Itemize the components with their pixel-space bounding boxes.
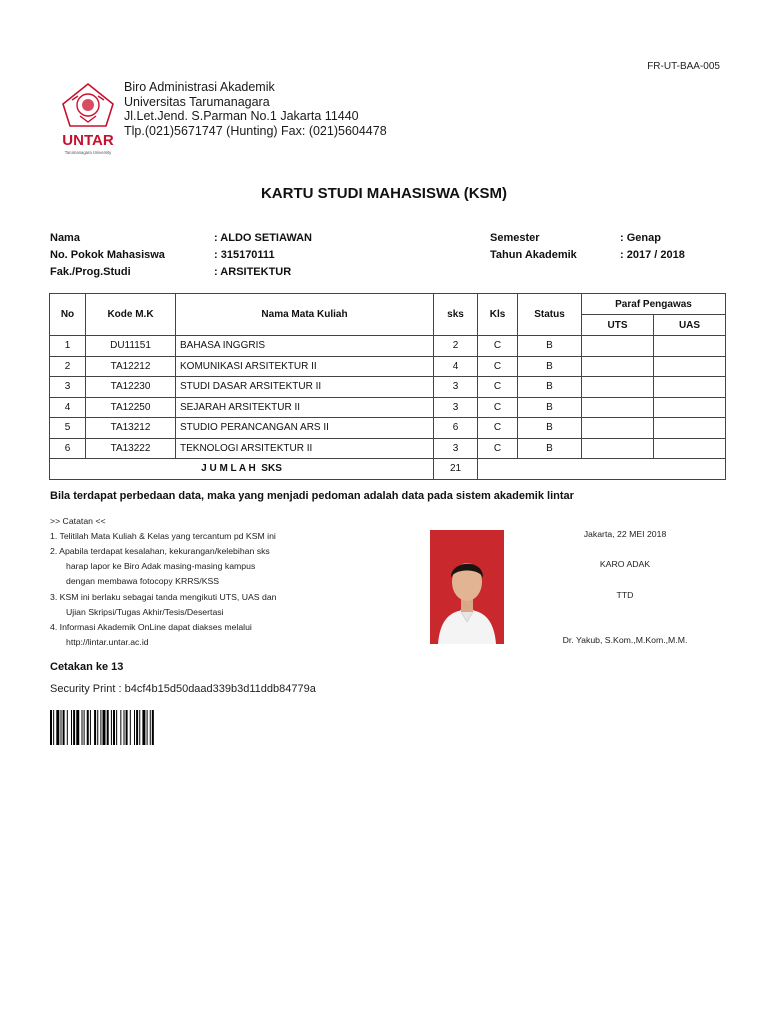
cell-course-name: KOMUNIKASI ARSITEKTUR II (176, 356, 434, 377)
header-supervisor-initials: Paraf Pengawas (582, 294, 726, 315)
signature-position: KARO ADAK (599, 559, 651, 569)
header-class: Kls (478, 294, 518, 336)
cell-course-name: STUDI DASAR ARSITEKTUR II (176, 377, 434, 398)
cell-course-name: BAHASA INGGRIS (176, 336, 434, 357)
note-line: Ujian Skripsi/Tugas Akhir/Tesis/Desertasi (66, 607, 224, 617)
institution-header (124, 80, 387, 138)
signature-ttd: TTD (616, 590, 634, 600)
name-value: : ALDO SETIAWAN (214, 232, 312, 244)
cell-class: C (478, 418, 518, 439)
cell-code: TA12250 (86, 397, 176, 418)
cell-code: TA12212 (86, 356, 176, 377)
data-discrepancy-note: Bila terdapat perbedaan data, maka yang menjadi pedoman adalah data pada sistem akademik lintar (50, 490, 574, 502)
note-line: 3. KSM ini berlaku sebagai tanda mengikuti UTS, UAS dan (50, 592, 277, 602)
form-code: FR-UT-BAA-005 (647, 61, 720, 72)
total-label: J U M L A H SKS (50, 459, 434, 480)
total-sks: 21 (434, 459, 478, 480)
cell-no: 1 (50, 336, 86, 357)
program-label: Fak./Prog.Studi (50, 266, 131, 278)
nim-label: No. Pokok Mahasiswa (50, 249, 165, 261)
page-title: KARTU STUDI MAHASISWA (KSM) (260, 185, 508, 202)
table-row (50, 377, 726, 398)
cell-uas (654, 438, 726, 459)
cell-code: TA13222 (86, 438, 176, 459)
total-blank (478, 459, 726, 480)
cell-code: DU11151 (86, 336, 176, 357)
note-line: dengan membawa fotocopy KRRS/KSS (66, 576, 220, 586)
cell-sks: 6 (434, 418, 478, 439)
note-line: 2. Apabila terdapat kesalahan, kekurangan/kelebihan sks (50, 546, 270, 556)
note-line: 4. Informasi Akademik OnLine dapat diakses melalui (50, 622, 252, 632)
cell-class: C (478, 438, 518, 459)
header-course-code: Kode M.K (86, 294, 176, 336)
header-sks: sks (434, 294, 478, 336)
cell-uts (582, 418, 654, 439)
svg-text:Tarumanagara University: Tarumanagara University (64, 150, 112, 155)
semester-value: : Genap (620, 232, 661, 244)
barcode-icon (50, 710, 212, 745)
note-line: harap lapor ke Biro Adak masing-masing kampus (66, 561, 256, 571)
cell-status: B (518, 438, 582, 459)
header-uts: UTS (582, 315, 654, 336)
cell-status: B (518, 336, 582, 357)
institution-line: Jl.Let.Jend. S.Parman No.1 Jakarta 11440 (124, 109, 359, 124)
print-count: Cetakan ke 13 (50, 661, 124, 673)
header-no: No (50, 294, 86, 336)
cell-uts (582, 397, 654, 418)
note-line: http://lintar.untar.ac.id (66, 637, 149, 647)
student-photo (430, 530, 504, 644)
header-uas: UAS (654, 315, 726, 336)
total-row (50, 459, 726, 480)
cell-sks: 3 (434, 438, 478, 459)
institution-line: Biro Administrasi Akademik (124, 80, 275, 94)
cell-sks: 3 (434, 377, 478, 398)
notes-header: >> Catatan << (50, 516, 106, 526)
note-line: 1. Telitilah Mata Kuliah & Kelas yang tercantum pd KSM ini (50, 531, 276, 541)
svg-text:UNTAR: UNTAR (62, 132, 114, 149)
academic-year-label: Tahun Akademik (490, 249, 577, 261)
table-row (50, 438, 726, 459)
course-table (49, 293, 726, 480)
cell-uas (654, 336, 726, 357)
cell-status: B (518, 356, 582, 377)
table-row (50, 356, 726, 377)
cell-uts (582, 356, 654, 377)
untar-logo (58, 82, 118, 158)
cell-code: TA13212 (86, 418, 176, 439)
table-row (50, 418, 726, 439)
semester-label: Semester (490, 232, 540, 244)
cell-status: B (518, 377, 582, 398)
cell-code: TA12230 (86, 377, 176, 398)
signatory-name: Dr. Yakub, S.Kom.,M.Kom.,M.M. (562, 635, 688, 645)
cell-uts (582, 438, 654, 459)
cell-class: C (478, 377, 518, 398)
header-course-name: Nama Mata Kuliah (176, 294, 434, 336)
cell-sks: 2 (434, 336, 478, 357)
cell-uts (582, 377, 654, 398)
name-label: Nama (50, 232, 80, 244)
header-status: Status (518, 294, 582, 336)
cell-no: 4 (50, 397, 86, 418)
cell-course-name: SEJARAH ARSITEKTUR II (176, 397, 434, 418)
table-row (50, 397, 726, 418)
academic-year-value: : 2017 / 2018 (620, 249, 685, 261)
cell-uas (654, 418, 726, 439)
cell-no: 3 (50, 377, 86, 398)
cell-uas (654, 397, 726, 418)
table-row (50, 336, 726, 357)
cell-no: 6 (50, 438, 86, 459)
cell-uts (582, 336, 654, 357)
cell-sks: 4 (434, 356, 478, 377)
signature-place-date: Jakarta, 22 MEI 2018 (583, 529, 667, 539)
program-value: : ARSITEKTUR (214, 266, 292, 278)
cell-uas (654, 356, 726, 377)
security-print: Security Print : b4cf4b15d50daad339b3d11ddb84779a (50, 683, 316, 695)
institution-line: Tlp.(021)5671747 (Hunting) Fax: (021)5604478 (124, 123, 387, 138)
institution-line: Universitas Tarumanagara (124, 94, 270, 109)
nim-value: : 315170111 (214, 249, 275, 261)
cell-class: C (478, 397, 518, 418)
cell-status: B (518, 418, 582, 439)
cell-status: B (518, 397, 582, 418)
cell-no: 2 (50, 356, 86, 377)
cell-no: 5 (50, 418, 86, 439)
cell-sks: 3 (434, 397, 478, 418)
cell-course-name: TEKNOLOGI ARSITEKTUR II (176, 438, 434, 459)
cell-course-name: STUDIO PERANCANGAN ARS II (176, 418, 434, 439)
cell-class: C (478, 336, 518, 357)
student-portrait-icon (430, 530, 504, 644)
cell-uas (654, 377, 726, 398)
emblem-icon (63, 84, 113, 126)
cell-class: C (478, 356, 518, 377)
